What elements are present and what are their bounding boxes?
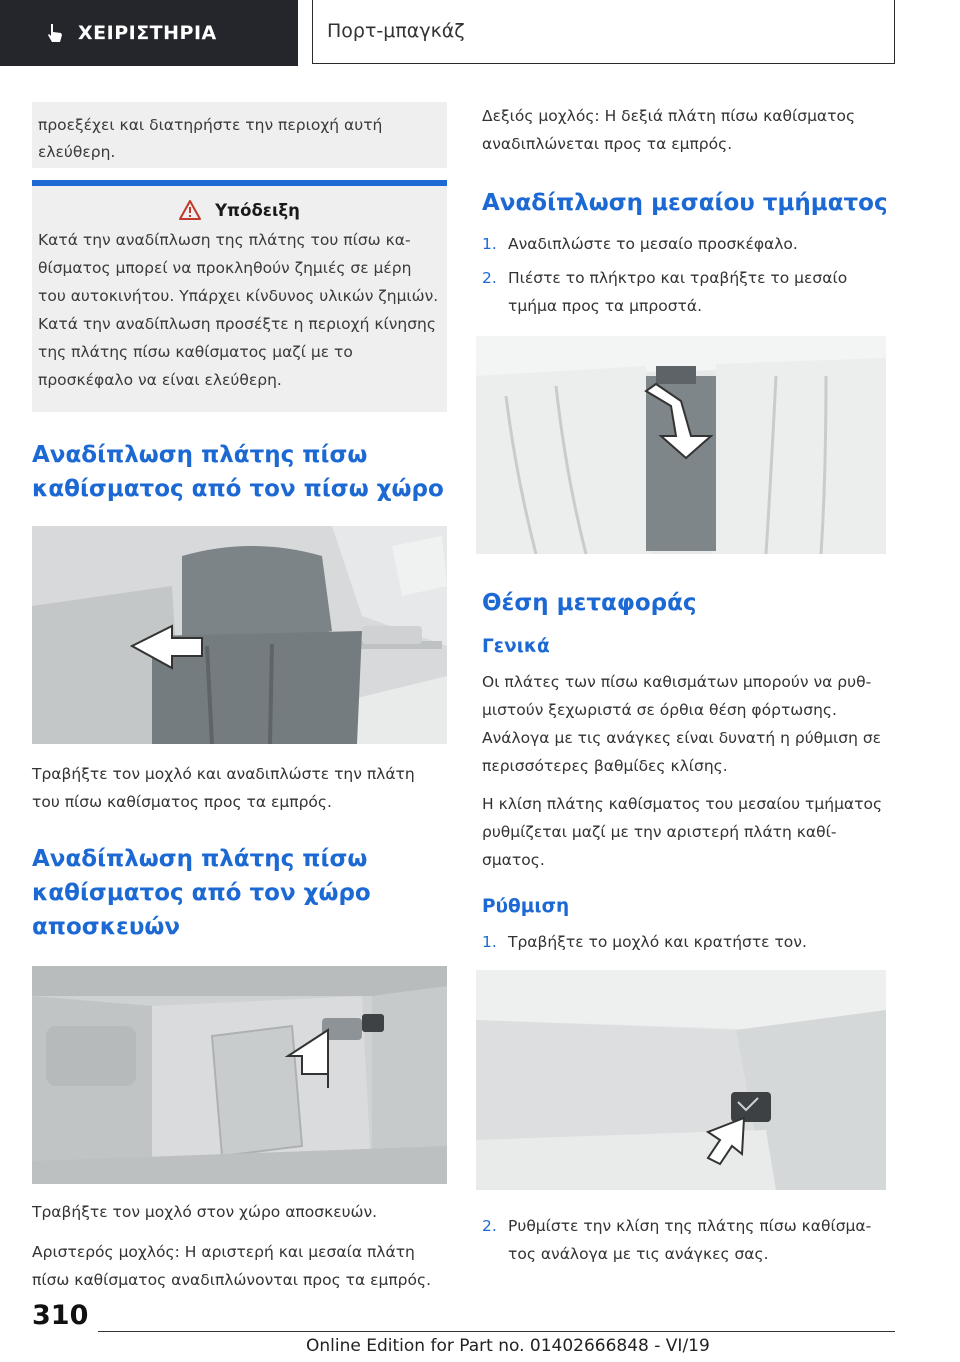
footer-divider bbox=[98, 1331, 895, 1332]
adjust-steps bbox=[482, 928, 892, 956]
caption-trunk: Τραβήξτε τον μοχλό στον χώρο αποσκευών. bbox=[32, 1203, 378, 1221]
notice-title: Υπόδειξη bbox=[215, 200, 300, 220]
step-number: 1. bbox=[482, 933, 497, 951]
list-item bbox=[482, 1212, 892, 1268]
step-text: Πιέστε το πλήκτρο και τραβήξτε το μεσαίο τμήμα προς τα μπροστά. bbox=[508, 269, 848, 315]
tab-section-label: Πορτ-μπαγκάζ bbox=[327, 20, 465, 42]
step-text: Ρυθμίστε την κλίση της πλάτης πίσω καθίσματος ανάλογα με τις ανάγκες σας. bbox=[508, 1217, 872, 1263]
list-item bbox=[482, 928, 892, 956]
page-number: 310 bbox=[32, 1300, 89, 1331]
heading-transport: Θέση μεταφοράς bbox=[482, 590, 697, 616]
header-bar bbox=[0, 0, 960, 66]
notice-header bbox=[38, 200, 441, 220]
notice-box bbox=[32, 180, 447, 412]
footer bbox=[0, 1290, 960, 1362]
step-number: 2. bbox=[482, 269, 497, 287]
intro-text: προεξέχει και διατηρήστε την περιοχή αυτή ελεύθερη. bbox=[38, 116, 383, 161]
notice-text: Κατά την αναδίπλωση της πλάτης του πίσω καθίσματος μπορεί να προκληθούν ζημιές σε μέρη του αυτοκινήτου. Υπάρχει κίνδυνος υλικών ζημιών. Κατά την αναδίπλωση προσέξτε η περιοχή κίνησης της πλάτης πίσω καθίσματος μαζί με το προσκέφαλο να είναι ελεύθερη. bbox=[38, 231, 439, 389]
tab-section[interactable] bbox=[312, 0, 895, 64]
photo-rear-lever bbox=[32, 526, 447, 744]
list-item bbox=[482, 264, 892, 320]
hand-pointer-icon bbox=[44, 22, 66, 44]
heading-middle-section: Αναδίπλωση μεσαίου τμήματος bbox=[482, 190, 888, 216]
adjust-steps-continued bbox=[482, 1212, 892, 1268]
subheading-general: Γενικά bbox=[482, 636, 550, 657]
general-paragraph-2: Η κλίση πλάτης καθίσματος του μεσαίου τμήματος ρυθμίζεται μαζί με την αριστερή πλάτη καθίσματος. bbox=[482, 795, 883, 869]
step-text: Τραβήξτε το μοχλό και κρατήστε τον. bbox=[508, 933, 807, 951]
left-column bbox=[32, 102, 447, 1294]
heading-fold-from-trunk: Αναδίπλωση πλάτης πίσω καθίσματος από τον χώρο αποσκευών bbox=[32, 846, 371, 940]
photo-adjust-lever bbox=[476, 970, 886, 1190]
intro-box bbox=[32, 102, 447, 168]
edition-text: Online Edition for Part no. 01402666848 - VI/19 bbox=[306, 1336, 710, 1356]
general-paragraph-1: Οι πλάτες των πίσω καθισμάτων μπορούν να ρυθμιστούν ξεχωριστά σε όρθια θέση φόρτωσης. Ανάλογα με τις ανάγκες είναι δυνατή η ρύθμιση σε περισσότερες βαθμίδες κλίσης. bbox=[482, 673, 882, 775]
heading-fold-from-rear: Αναδίπλωση πλάτης πίσω καθίσματος από τον πίσω χώρο bbox=[32, 442, 444, 502]
tab-manual[interactable] bbox=[0, 0, 298, 66]
right-column bbox=[482, 102, 892, 1268]
step-number: 1. bbox=[482, 235, 497, 253]
step-text: Αναδιπλώστε το μεσαίο προσκέφαλο. bbox=[508, 235, 798, 253]
caption-rear: Τραβήξτε τον μοχλό και αναδιπλώστε την πλάτη του πίσω καθίσματος προς τα εμπρός. bbox=[32, 765, 415, 811]
step-number: 2. bbox=[482, 1217, 497, 1235]
photo-middle-section bbox=[476, 336, 886, 554]
subheading-adjust: Ρύθμιση bbox=[482, 896, 570, 917]
list-item bbox=[482, 230, 892, 258]
warning-icon bbox=[179, 200, 201, 220]
right-intro: Δεξιός μοχλός: Η δεξιά πλάτη πίσω καθίσματος αναδιπλώνεται προς τα εμπρός. bbox=[482, 107, 856, 153]
middle-steps bbox=[482, 230, 892, 320]
photo-trunk-lever bbox=[32, 966, 447, 1184]
caption-left-lever: Αριστερός μοχλός: Η αριστερή και μεσαία πλάτη πίσω καθίσματος αναδιπλώνονται προς τα εμπρός. bbox=[32, 1243, 432, 1289]
tab-manual-label: ΧΕΙΡΙΣΤΗΡΙΑ bbox=[78, 22, 217, 44]
